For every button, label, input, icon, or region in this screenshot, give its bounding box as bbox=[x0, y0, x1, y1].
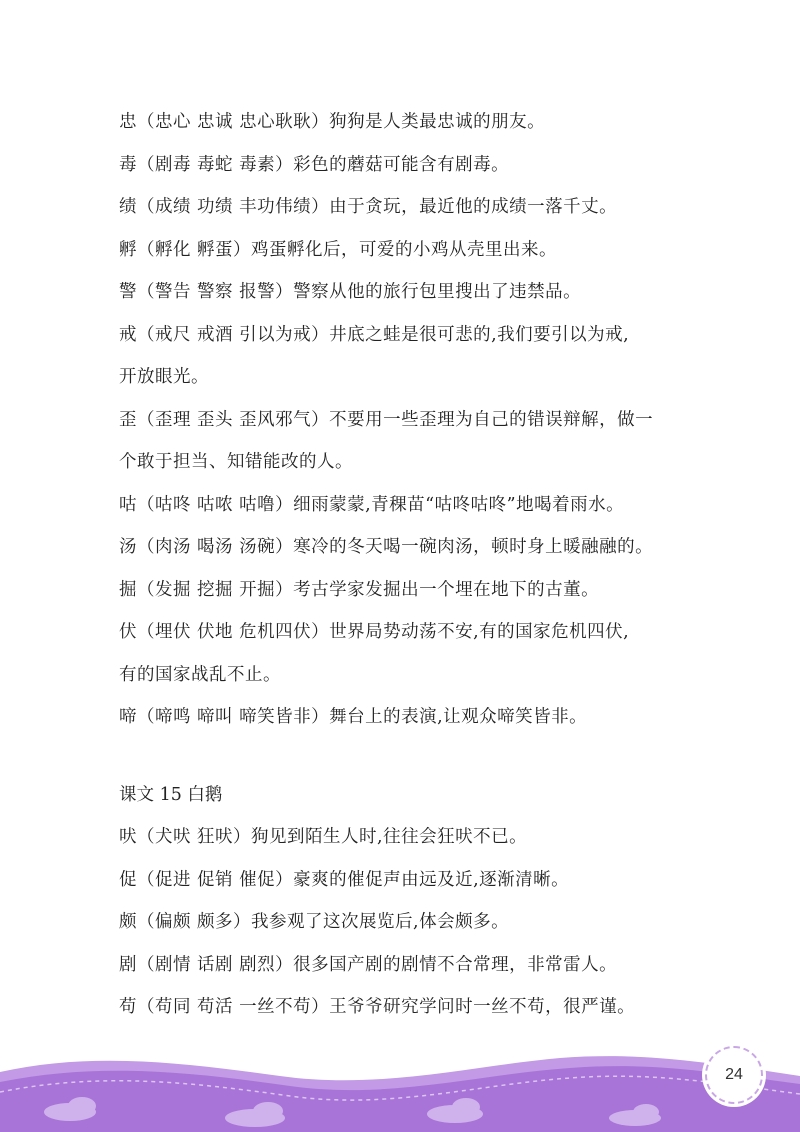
section-line-2: 促（促进 促销 催促）豪爽的催促声由远及近,逐渐清晰。 bbox=[119, 870, 570, 890]
footer-wave-main bbox=[0, 1066, 800, 1132]
vocab-line-11: 汤（肉汤 喝汤 汤碗）寒冷的冬天喝一碗肉汤，顿时身上暖融融的。 bbox=[119, 537, 654, 557]
vocab-line-7: 开放眼光。 bbox=[119, 367, 209, 387]
section-title: 课文 15 白鹅 bbox=[119, 785, 223, 805]
footer-decoration bbox=[0, 1040, 800, 1132]
vocab-line-13: 伏（埋伏 伏地 危机四伏）世界局势动荡不安,有的国家危机四伏, bbox=[119, 622, 630, 642]
vocab-line-3: 绩（成绩 功绩 丰功伟绩）由于贪玩，最近他的成绩一落千丈。 bbox=[119, 197, 618, 217]
vocab-line-6: 戒（戒尺 戒酒 引以为戒）井底之蛙是很可悲的,我们要引以为戒, bbox=[119, 325, 630, 345]
page-number: 24 bbox=[705, 1046, 763, 1104]
section-line-1: 吠（犬吠 狂吠）狗见到陌生人时,往往会狂吠不已。 bbox=[119, 827, 528, 847]
vocab-line-14: 有的国家战乱不止。 bbox=[119, 665, 281, 685]
vocab-line-1: 忠（忠心 忠诚 忠心耿耿）狗狗是人类最忠诚的朋友。 bbox=[119, 112, 546, 132]
vocab-line-10: 咕（咕咚 咕哝 咕噜）细雨蒙蒙,青稞苗“咕咚咕咚”地喝着雨水。 bbox=[119, 495, 625, 515]
section-line-3: 颇（偏颇 颇多）我参观了这次展览后,体会颇多。 bbox=[119, 912, 510, 932]
vocab-line-15: 啼（啼鸣 啼叫 啼笑皆非）舞台上的表演,让观众啼笑皆非。 bbox=[119, 707, 588, 727]
vocab-line-4: 孵（孵化 孵蛋）鸡蛋孵化后，可爱的小鸡从壳里出来。 bbox=[119, 240, 558, 260]
vocab-line-2: 毒（剧毒 毒蛇 毒素）彩色的蘑菇可能含有剧毒。 bbox=[119, 155, 510, 175]
vocab-line-9: 个敢于担当、知错能改的人。 bbox=[119, 452, 353, 472]
section-line-5: 苟（苟同 苟活 一丝不苟）王爷爷研究学问时一丝不苟，很严谨。 bbox=[119, 997, 636, 1017]
section-line-4: 剧（剧情 话剧 剧烈）很多国产剧的剧情不合常理，非常雷人。 bbox=[119, 955, 618, 975]
vocab-line-5: 警（警告 警察 报警）警察从他的旅行包里搜出了违禁品。 bbox=[119, 282, 582, 302]
vocab-line-8: 歪（歪理 歪头 歪风邪气）不要用一些歪理为自己的错误辩解，做一 bbox=[119, 410, 654, 430]
vocab-line-12: 掘（发掘 挖掘 开掘）考古学家发掘出一个埋在地下的古董。 bbox=[119, 580, 600, 600]
